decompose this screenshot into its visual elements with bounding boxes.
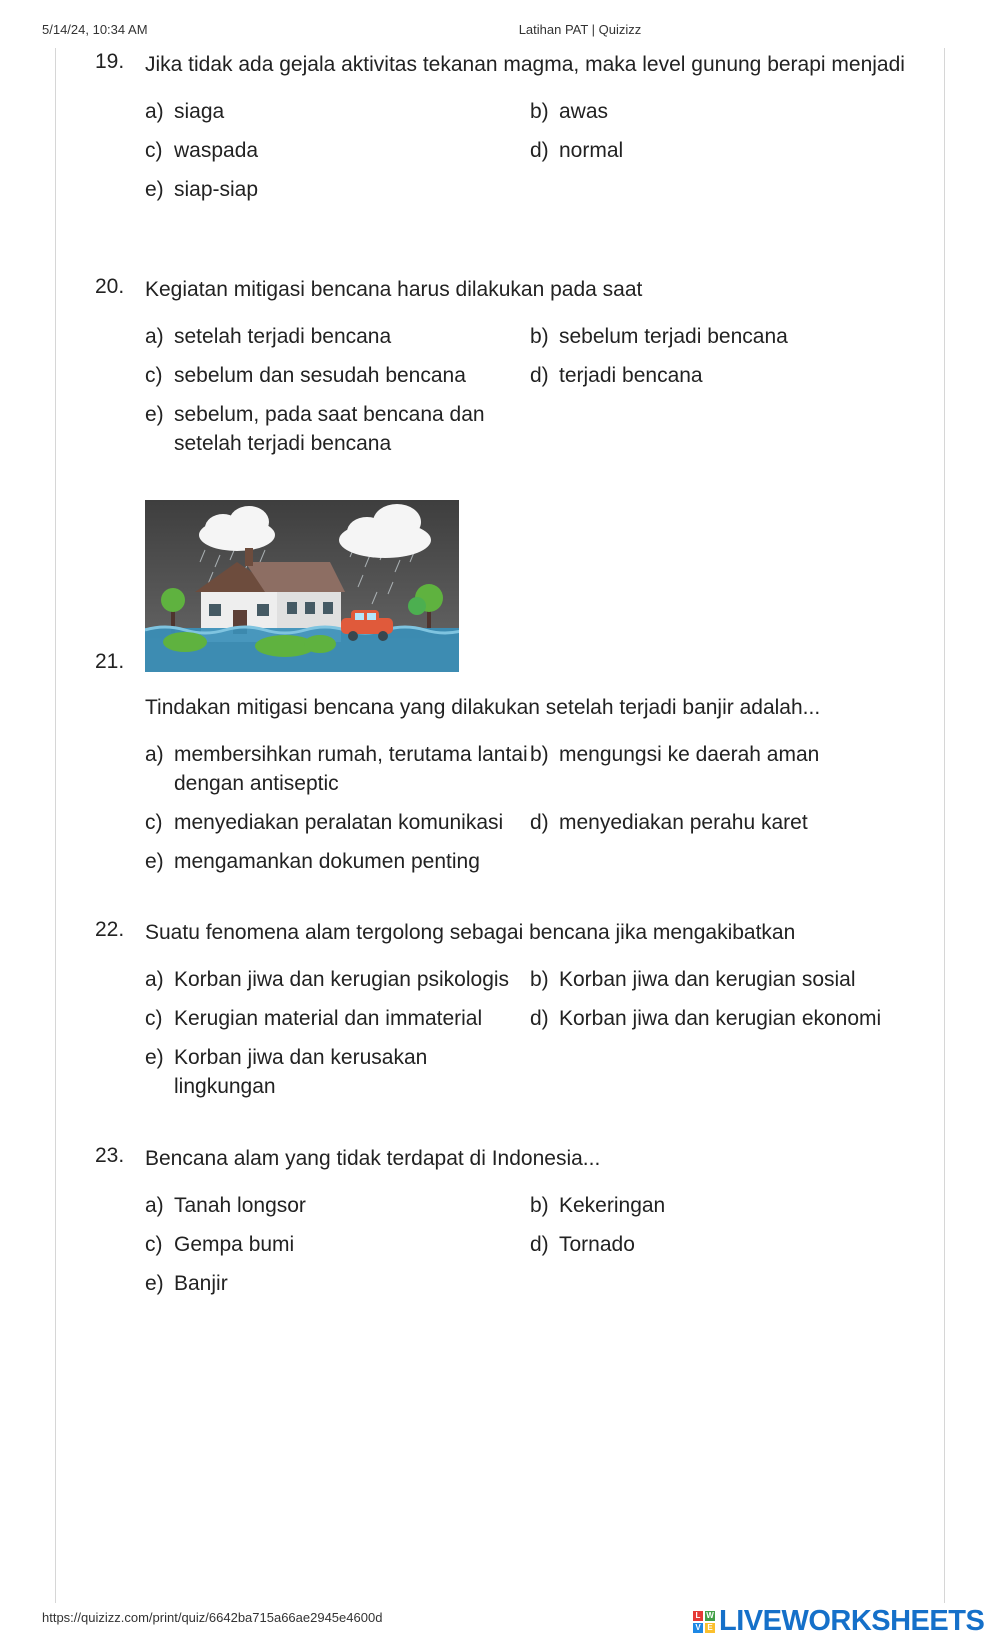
option-c[interactable] — [145, 1230, 530, 1259]
option-d[interactable] — [530, 808, 930, 837]
option-text: Korban jiwa dan kerugian psikologis — [174, 968, 510, 991]
logo-tile: E — [705, 1623, 715, 1633]
option-letter: a) — [145, 743, 164, 766]
option-letter: b) — [530, 1194, 549, 1217]
option-text: Tornado — [559, 1233, 635, 1256]
option-letter: d) — [530, 364, 549, 387]
question-number: 23. — [95, 1144, 125, 1167]
option-e[interactable] — [145, 847, 530, 876]
option-letter: c) — [145, 1007, 163, 1030]
option-text: menyediakan peralatan komunikasi — [174, 811, 504, 834]
option-text: waspada — [174, 139, 259, 162]
option-a[interactable] — [145, 740, 530, 798]
option-e[interactable] — [145, 1043, 530, 1101]
option-d[interactable] — [530, 361, 930, 390]
option-letter: e) — [145, 850, 164, 873]
question-number: 19. — [95, 50, 125, 73]
option-a[interactable] — [145, 322, 530, 351]
option-letter: a) — [145, 100, 164, 123]
question-22 — [95, 918, 915, 1101]
option-c[interactable] — [145, 808, 530, 837]
option-text: setelah terjadi bencana — [174, 325, 392, 348]
left-margin-line — [55, 48, 56, 1603]
question-text: Bencana alam yang tidak terdapat di Indonesia... — [145, 1147, 601, 1170]
option-letter: c) — [145, 139, 163, 162]
logo-tile: V — [693, 1623, 703, 1633]
option-letter: a) — [145, 968, 164, 991]
option-text: Korban jiwa dan kerugian ekonomi — [559, 1007, 882, 1030]
option-b[interactable] — [530, 965, 930, 994]
option-letter: c) — [145, 364, 163, 387]
option-letter: e) — [145, 403, 164, 426]
option-a[interactable] — [145, 965, 530, 994]
option-e[interactable] — [145, 175, 530, 204]
option-letter: e) — [145, 1046, 164, 1069]
question-text: Jika tidak ada gejala aktivitas tekanan magma, maka level gunung berapi menjadi — [145, 53, 905, 76]
option-letter: a) — [145, 325, 164, 348]
option-letter: a) — [145, 1194, 164, 1217]
option-letter: d) — [530, 139, 549, 162]
page-title: Latihan PAT | Quizizz — [518, 22, 642, 37]
option-letter: b) — [530, 100, 549, 123]
option-b[interactable] — [530, 740, 930, 798]
option-b[interactable] — [530, 1191, 930, 1220]
option-letter: b) — [530, 743, 549, 766]
option-text: menyediakan perahu karet — [559, 811, 808, 834]
print-url[interactable]: https://quizizz.com/print/quiz/6642ba715a66ae2945e4600d — [42, 1610, 383, 1625]
question-number: 22. — [95, 918, 125, 941]
option-letter: c) — [145, 1233, 163, 1256]
question-text: Tindakan mitigasi bencana yang dilakukan setelah terjadi banjir adalah... — [145, 696, 821, 719]
option-d[interactable] — [530, 136, 930, 165]
question-text: Suatu fenomena alam tergolong sebagai bencana jika mengakibatkan — [145, 921, 796, 944]
option-letter: c) — [145, 811, 163, 834]
option-letter: d) — [530, 1233, 549, 1256]
question-number: 20. — [95, 275, 125, 298]
question-number-21: 21. — [95, 650, 125, 673]
question-20 — [95, 275, 915, 458]
option-letter: b) — [530, 968, 549, 991]
option-e[interactable] — [145, 400, 530, 458]
option-letter: e) — [145, 1272, 164, 1295]
option-text: mengamankan dokumen penting — [174, 850, 480, 873]
option-text: Kekeringan — [559, 1194, 666, 1217]
question-23 — [95, 1144, 915, 1298]
option-text: Tanah longsor — [174, 1194, 306, 1217]
option-text: Korban jiwa dan kerusakan lingkungan — [174, 1046, 428, 1098]
logo-tile: W — [706, 1610, 714, 1620]
liveworksheets-logo[interactable] — [693, 1605, 984, 1638]
option-e[interactable] — [145, 1269, 530, 1298]
option-letter: d) — [530, 1007, 549, 1030]
option-b[interactable] — [530, 322, 930, 351]
option-text: mengungsi ke daerah aman — [559, 743, 820, 766]
option-text: normal — [559, 139, 624, 162]
print-timestamp: 5/14/24, 10:34 AM — [42, 22, 148, 37]
option-text: awas — [559, 100, 609, 123]
question-text: Kegiatan mitigasi bencana harus dilakukan pada saat — [145, 278, 643, 301]
option-c[interactable] — [145, 1004, 530, 1033]
option-text: terjadi bencana — [559, 364, 703, 387]
option-text: siaga — [174, 100, 225, 123]
option-a[interactable] — [145, 97, 530, 126]
option-letter: e) — [145, 178, 164, 201]
question-19 — [95, 50, 915, 204]
option-text: sebelum, pada saat bencana dan setelah terjadi bencana — [174, 403, 485, 455]
option-text: sebelum terjadi bencana — [559, 325, 788, 348]
right-margin-line — [944, 48, 945, 1603]
flood-illustration — [145, 500, 459, 672]
liveworksheets-logo-icon — [693, 1611, 715, 1633]
question-21 — [95, 693, 915, 876]
option-text: membersihkan rumah, terutama lantai dengan antiseptic — [174, 743, 528, 795]
option-d[interactable] — [530, 1230, 930, 1259]
option-text: Korban jiwa dan kerugian sosial — [559, 968, 856, 991]
option-c[interactable] — [145, 361, 530, 390]
option-text: Banjir — [174, 1272, 228, 1295]
option-letter: b) — [530, 325, 549, 348]
option-text: sebelum dan sesudah bencana — [174, 364, 466, 387]
chimney — [245, 548, 253, 566]
logo-tile: L — [693, 1611, 703, 1621]
option-d[interactable] — [530, 1004, 930, 1033]
option-c[interactable] — [145, 136, 530, 165]
option-letter: d) — [530, 811, 549, 834]
option-b[interactable] — [530, 97, 930, 126]
option-a[interactable] — [145, 1191, 530, 1220]
option-text: Kerugian material dan immaterial — [174, 1007, 483, 1030]
option-text: Gempa bumi — [174, 1233, 295, 1256]
liveworksheets-wordmark: LIVEWORKSHEETS — [719, 1605, 985, 1637]
option-text: siap-siap — [174, 178, 259, 201]
